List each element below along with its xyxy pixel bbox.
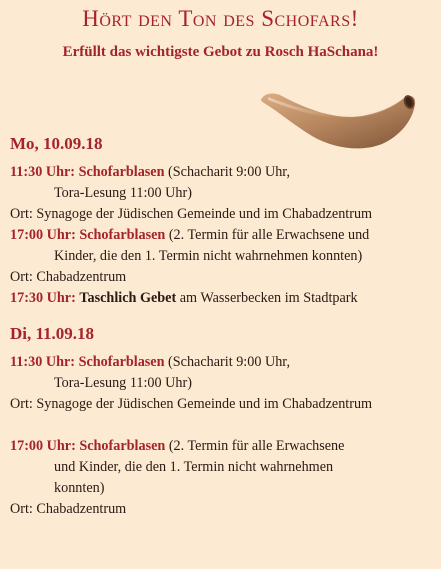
- event-line: [10, 288, 438, 309]
- event-place: Ort: Synagoge der Jüdischen Gemeinde und im Chabadzentrum: [10, 206, 373, 222]
- event-detail-cont: Kinder, die den 1. Termin nicht wahrnehmen konnten): [54, 248, 363, 264]
- day-heading: Mo, 10.09.18: [10, 134, 103, 153]
- event-name: Schofarblasen: [79, 438, 166, 454]
- event-name: Taschlich Gebet: [79, 290, 177, 306]
- event-place: Ort: Chabadzentrum: [10, 269, 127, 285]
- event-time: 17:30 Uhr:: [10, 290, 76, 306]
- event-name: Schofarblasen: [79, 227, 166, 243]
- event-detail: (Schacharit 9:00 Uhr,: [168, 164, 291, 180]
- event-time: 17:00 Uhr:: [10, 438, 76, 454]
- event-time: 11:30 Uhr:: [10, 354, 76, 370]
- page-title: Hört den Ton des Schofars!: [82, 6, 359, 31]
- spacer: [10, 415, 438, 436]
- day-heading: Di, 11.09.18: [10, 324, 95, 343]
- schedule: [10, 133, 438, 520]
- event-line: [10, 225, 438, 246]
- event-detail-cont: konnten): [54, 480, 105, 496]
- event-line: [10, 352, 438, 373]
- event-line: [10, 436, 438, 457]
- event-detail: (Schacharit 9:00 Uhr,: [168, 354, 291, 370]
- event-place: Ort: Chabadzentrum: [10, 501, 127, 517]
- event-time: 11:30 Uhr:: [10, 164, 76, 180]
- event-detail: am Wasserbecken im Stadtpark: [179, 290, 358, 306]
- page-subtitle: Erfüllt das wichtigste Gebot zu Rosch HaSchana!: [62, 44, 379, 60]
- event-detail-cont: Tora-Lesung 11:00 Uhr): [54, 185, 192, 201]
- event-name: Schofarblasen: [78, 164, 165, 180]
- event-detail: (2. Termin für alle Erwachsene: [168, 438, 345, 454]
- event-name: Schofarblasen: [78, 354, 165, 370]
- event-line: [10, 162, 438, 183]
- event-detail-cont: Tora-Lesung 11:00 Uhr): [54, 375, 192, 391]
- event-detail: (2. Termin für alle Erwachsene und: [168, 227, 370, 243]
- event-detail-cont: und Kinder, die den 1. Termin nicht wahrnehmen: [54, 459, 334, 475]
- event-time: 17:00 Uhr:: [10, 227, 76, 243]
- event-place: Ort: Synagoge der Jüdischen Gemeinde und im Chabadzentrum: [10, 396, 373, 412]
